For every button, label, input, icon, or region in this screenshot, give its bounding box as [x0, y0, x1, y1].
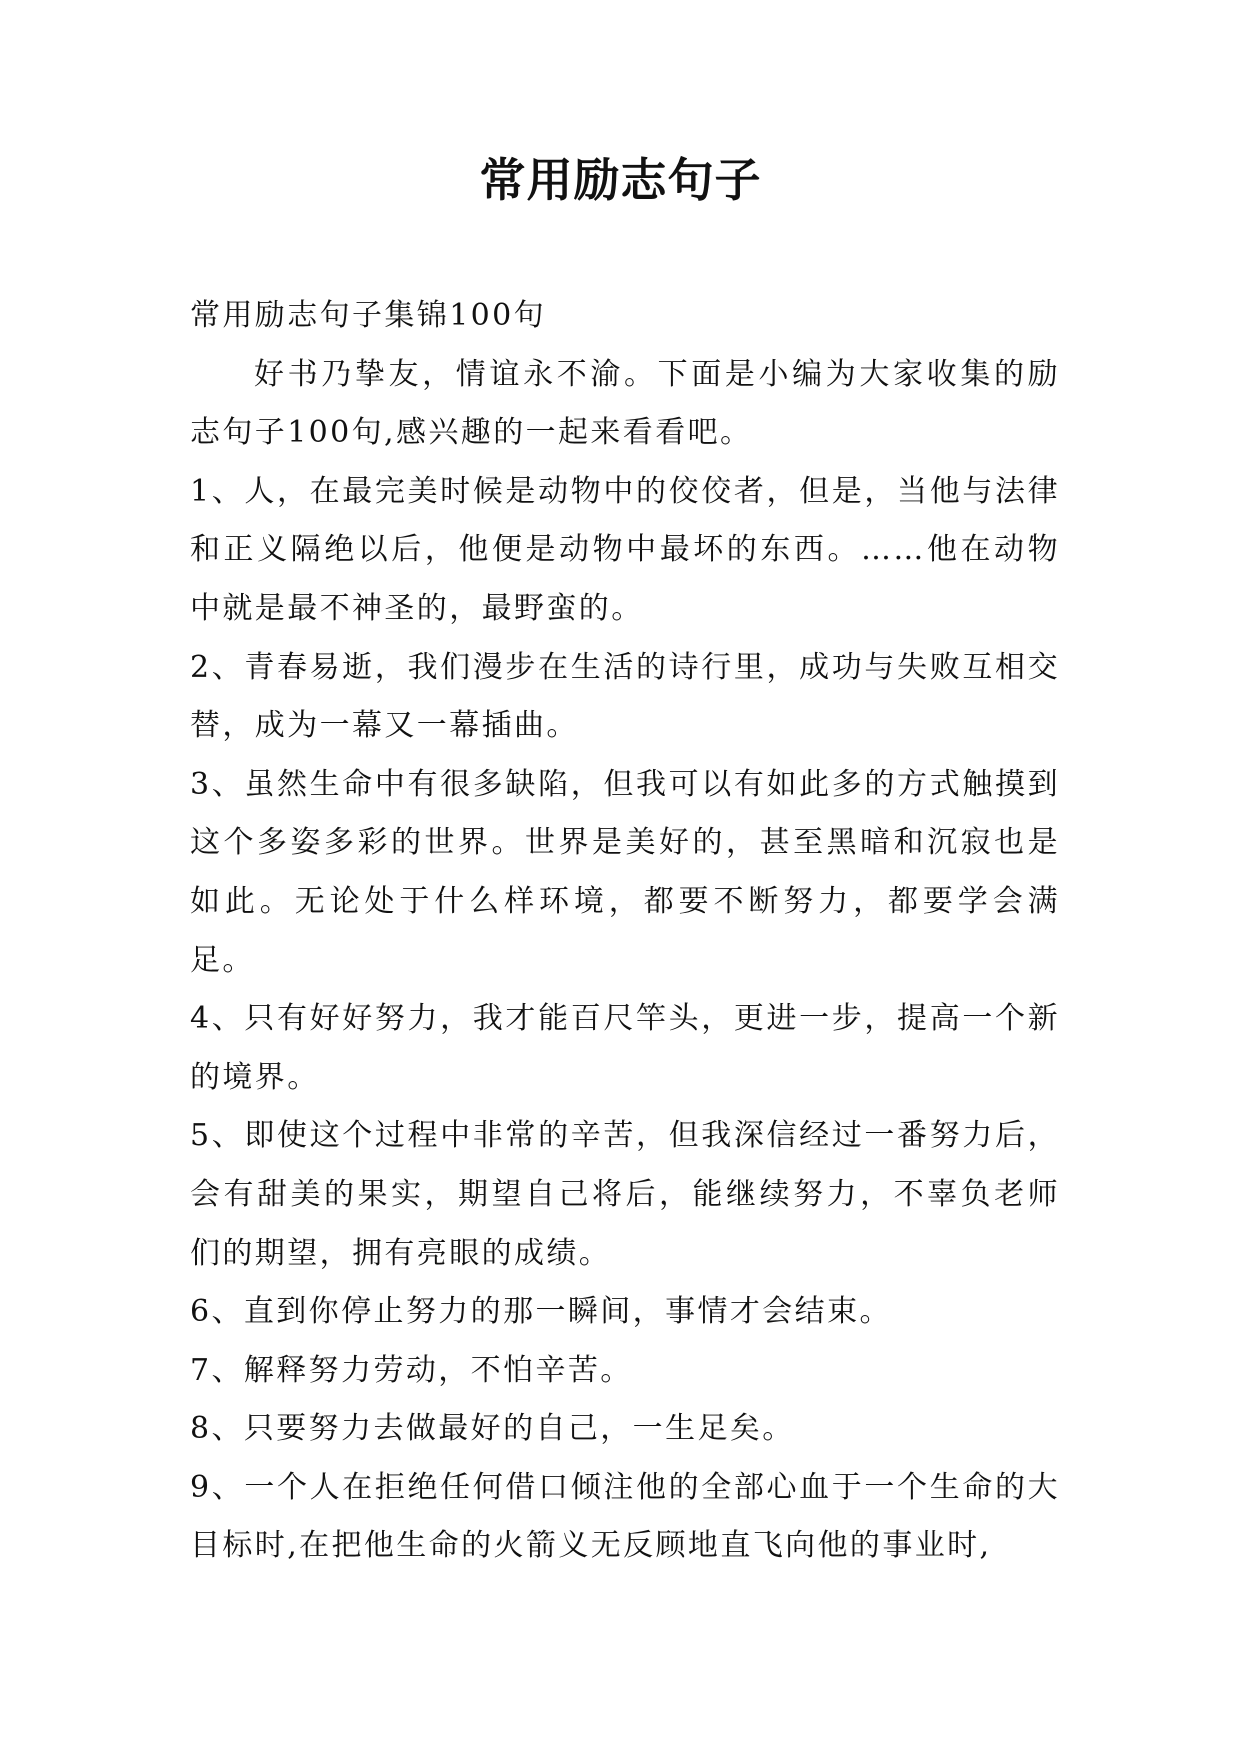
- document-body: [190, 287, 1060, 1576]
- quote-item-5: 5、即使这个过程中非常的辛苦，但我深信经过一番努力后，会有甜美的果实，期望自己将后，能继续努力，不辜负老师们的期望，拥有亮眼的成绩。: [190, 1118, 1060, 1271]
- quote-item-7: 7、解释努力劳动，不怕辛苦。: [190, 1352, 633, 1388]
- quote-item-9: 9、一个人在拒绝任何借口倾注他的全部心血于一个生命的大目标时,在把他生命的火箭义无反顾地直飞向他的事业时,: [190, 1469, 1060, 1564]
- quote-item-4: 4、只有好好努力，我才能百尺竿头，更进一步，提高一个新的境界。: [190, 1001, 1060, 1095]
- document-title: 常用励志句子: [479, 153, 762, 207]
- document-subtitle: 常用励志句子集锦100句: [190, 298, 547, 333]
- quote-item-2: 2、青春易逝，我们漫步在生活的诗行里，成功与失败互相交替，成为一幕又一幕插曲。: [190, 649, 1060, 744]
- quote-item-1: 1、人，在最完美时候是动物中的佼佼者，但是，当他与法律和正义隔绝以后，他便是动物中最坏的东西。……他在动物中就是最不神圣的，最野蛮的。: [190, 473, 1060, 626]
- quote-item-3: 3、虽然生命中有很多缺陷，但我可以有如此多的方式触摸到这个多姿多彩的世界。世界是美好的，甚至黑暗和沉寂也是如此。无论处于什么样环境，都要不断努力，都要学会满足。: [190, 766, 1060, 978]
- intro-paragraph: 好书乃挚友，情谊永不渝。下面是小编为大家收集的励志句子100句,感兴趣的一起来看看吧。: [190, 356, 1060, 451]
- quote-item-8: 8、只要努力去做最好的自己，一生足矣。: [190, 1411, 795, 1447]
- quote-item-6: 6、直到你停止努力的那一瞬间，事情才会结束。: [190, 1294, 892, 1330]
